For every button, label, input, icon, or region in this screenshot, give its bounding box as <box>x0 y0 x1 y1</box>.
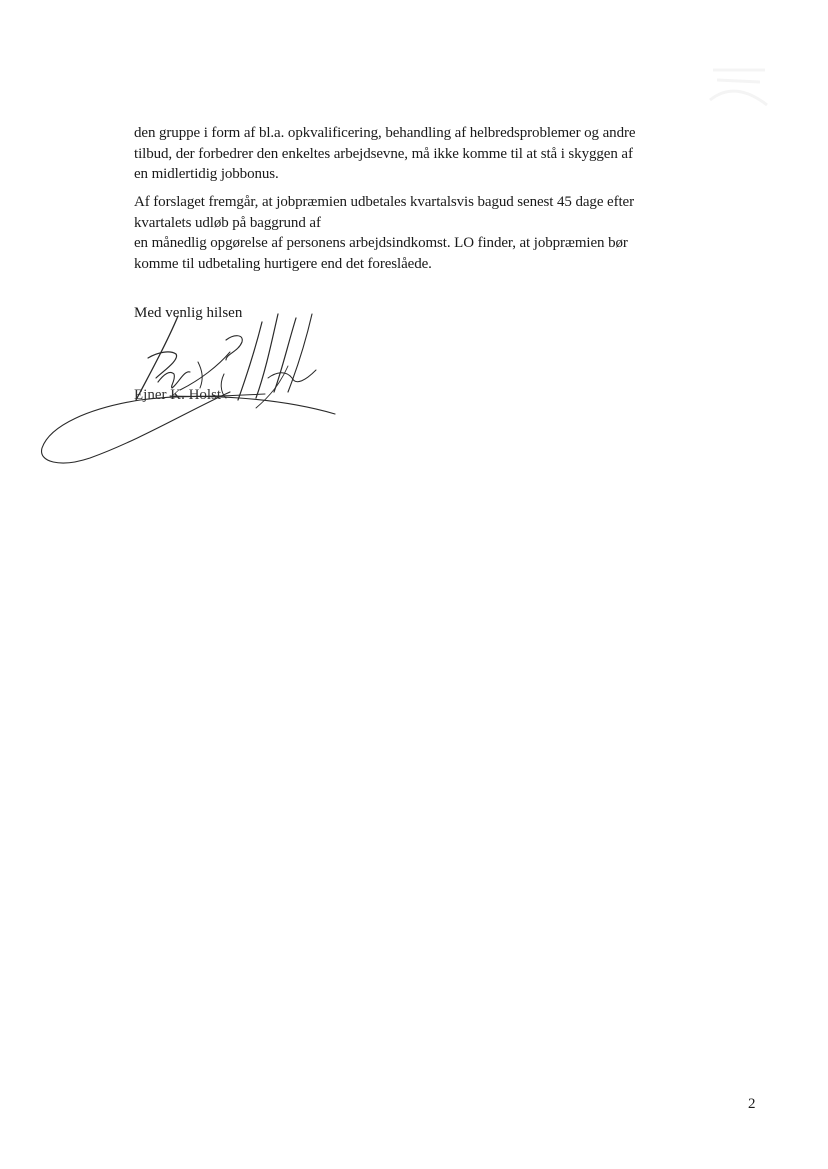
paragraph-2-line-1: Af forslaget fremgår, at jobpræmien udbetales kvartalsvis bagud senest 45 dage efter <box>134 194 634 210</box>
paragraph-2 <box>134 192 694 274</box>
signer-name: Ejner K. Holst <box>134 387 222 403</box>
paragraph-1-line-3: en midlertidig jobbonus. <box>134 166 279 182</box>
handwritten-signature <box>30 300 360 480</box>
paragraph-1-line-2: tilbud, der forbedrer den enkeltes arbejdsevne, må ikke komme til at stå i skyggen af <box>134 145 633 162</box>
paragraph-2-line-2: kvartalets udløb på baggrund af <box>134 214 321 231</box>
paragraph-2-line-3: en månedlig opgørelse af personens arbejdsindkomst. LO finder, at jobpræmien bør <box>134 235 628 251</box>
page-number: 2 <box>748 1096 756 1112</box>
paragraph-2-line-4: komme til udbetaling hurtigere end det foreslåede. <box>134 255 432 272</box>
closing-salutation: Med venlig hilsen <box>134 305 243 321</box>
paragraph-1 <box>134 123 694 185</box>
paragraph-1-line-1: den gruppe i form af bl.a. opkvalificering, behandling af helbredsproblemer og andre <box>134 125 636 141</box>
faint-scan-mark <box>705 60 775 120</box>
